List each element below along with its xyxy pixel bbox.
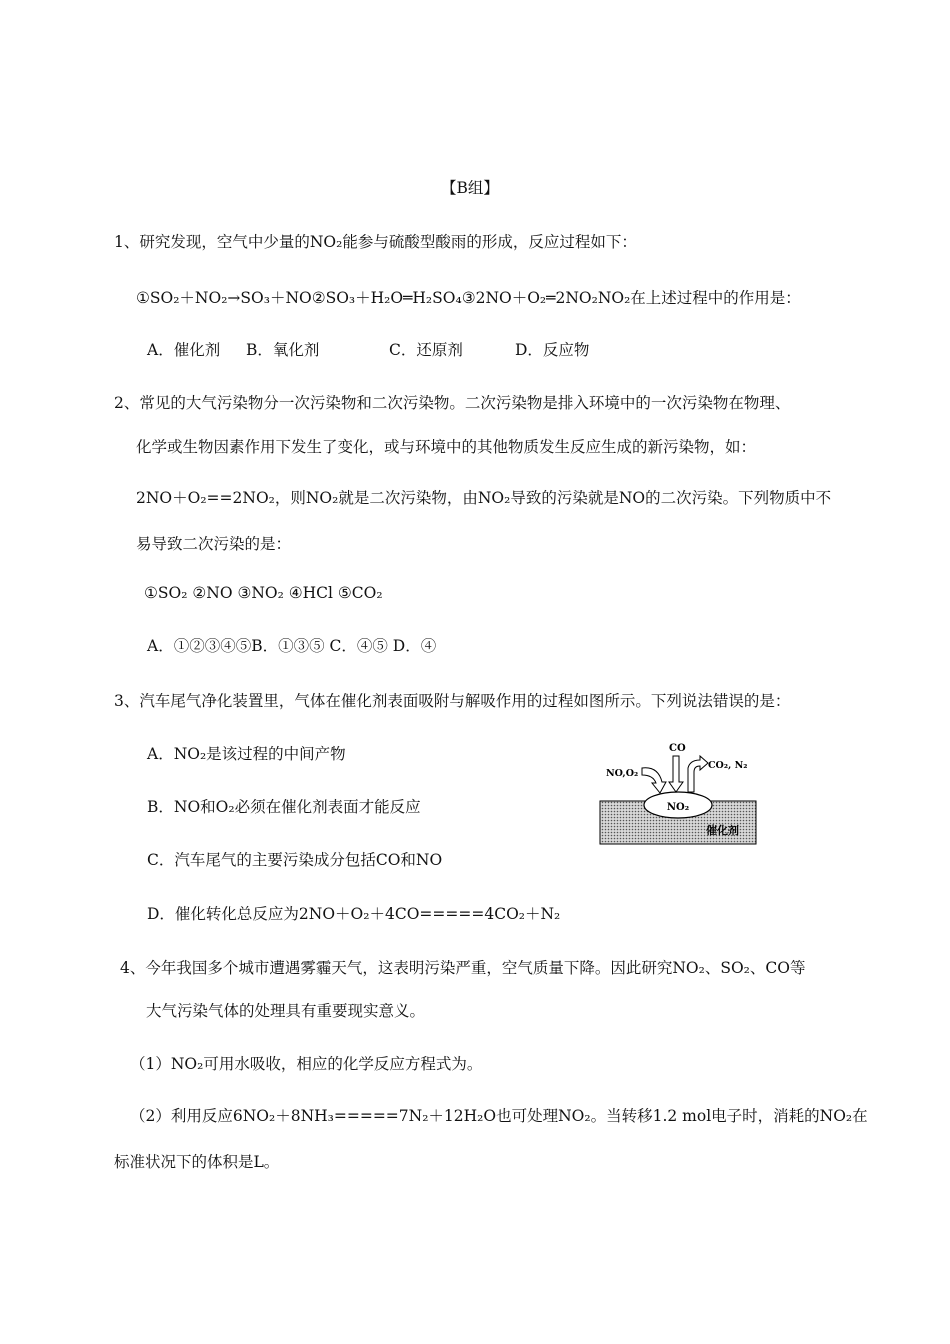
group-title: 【B组】 — [441, 179, 499, 197]
q3-option-d: D．催化转化总反应为2NO＋O₂＋4CO=====4CO₂＋N₂ — [147, 905, 561, 923]
q2-items: ①SO₂ ②NO ③NO₂ ④HCl ⑤CO₂ — [144, 584, 383, 602]
q2-options: A．①②③④⑤B．①③⑤ C．④⑤ D．④ — [147, 637, 437, 655]
catalyst-figure — [598, 738, 762, 848]
q3-option-c: C．汽车尾气的主要污染成分包括CO和NO — [147, 851, 443, 869]
q1-option-a: A．催化剂 — [147, 341, 221, 359]
q1-option-c: C．还原剂 — [389, 341, 463, 359]
q4-sub-2-line-2: 标准状况下的体积是L。 — [114, 1153, 280, 1171]
inflow-label: NO,O₂ — [606, 768, 639, 779]
outflow-label: CO₂, N₂ — [708, 760, 748, 771]
q3-option-a: A．NO₂是该过程的中间产物 — [147, 745, 346, 763]
q3-stem: 3、汽车尾气净化装置里，气体在催化剂表面吸附与解吸作用的过程如图所示。下列说法错误的是： — [114, 692, 791, 710]
q3-option-b: B．NO和O₂必须在催化剂表面才能反应 — [147, 798, 421, 816]
q2-line-2: 化学或生物因素作用下发生了变化，或与环境中的其他物质发生反应生成的新污染物，如： — [136, 438, 757, 456]
outflow-arrow-icon — [688, 756, 708, 792]
catalyst-label: 催化剂 — [706, 824, 739, 837]
q2-line-1: 2、常见的大气污染物分一次污染物和二次污染物。二次污染物是排入环境中的一次污染物在物理、 — [114, 394, 791, 412]
q1-reactions: ①SO₂＋NO₂→SO₃＋NO②SO₃＋H₂O═H₂SO₄③2NO＋O₂═2NO₂NO₂在上述过程中的作用是： — [136, 289, 801, 307]
q4-sub-1: （1）NO₂可用水吸收，相应的化学反应方程式为。 — [130, 1055, 483, 1073]
co-label: CO — [669, 743, 686, 754]
no2-label: NO₂ — [666, 802, 690, 813]
q4-sub-2-line-1: （2）利用反应6NO₂＋8NH₃=====7N₂＋12H₂O也可处理NO₂。当转移1.2 mol电子时，消耗的NO₂在 — [130, 1107, 868, 1125]
q4-line-1: 4、今年我国多个城市遭遇雾霾天气，这表明污染严重，空气质量下降。因此研究NO₂、SO₂、CO等 — [120, 959, 806, 977]
q2-line-3: 2NO＋O₂==2NO₂，则NO₂就是二次污染物，由NO₂导致的污染就是NO的二次污染。下列物质中不 — [136, 489, 832, 507]
q1-option-d: D．反应物 — [515, 341, 590, 359]
co-arrow-icon — [669, 756, 683, 792]
q1-stem: 1、研究发现，空气中少量的NO₂能参与硫酸型酸雨的形成，反应过程如下： — [114, 233, 637, 251]
inflow-arrow-icon — [642, 768, 666, 793]
q4-line-2: 大气污染气体的处理具有重要现实意义。 — [146, 1002, 426, 1020]
q1-option-b: B．氧化剂 — [246, 341, 320, 359]
q2-line-4: 易导致二次污染的是： — [136, 535, 292, 553]
